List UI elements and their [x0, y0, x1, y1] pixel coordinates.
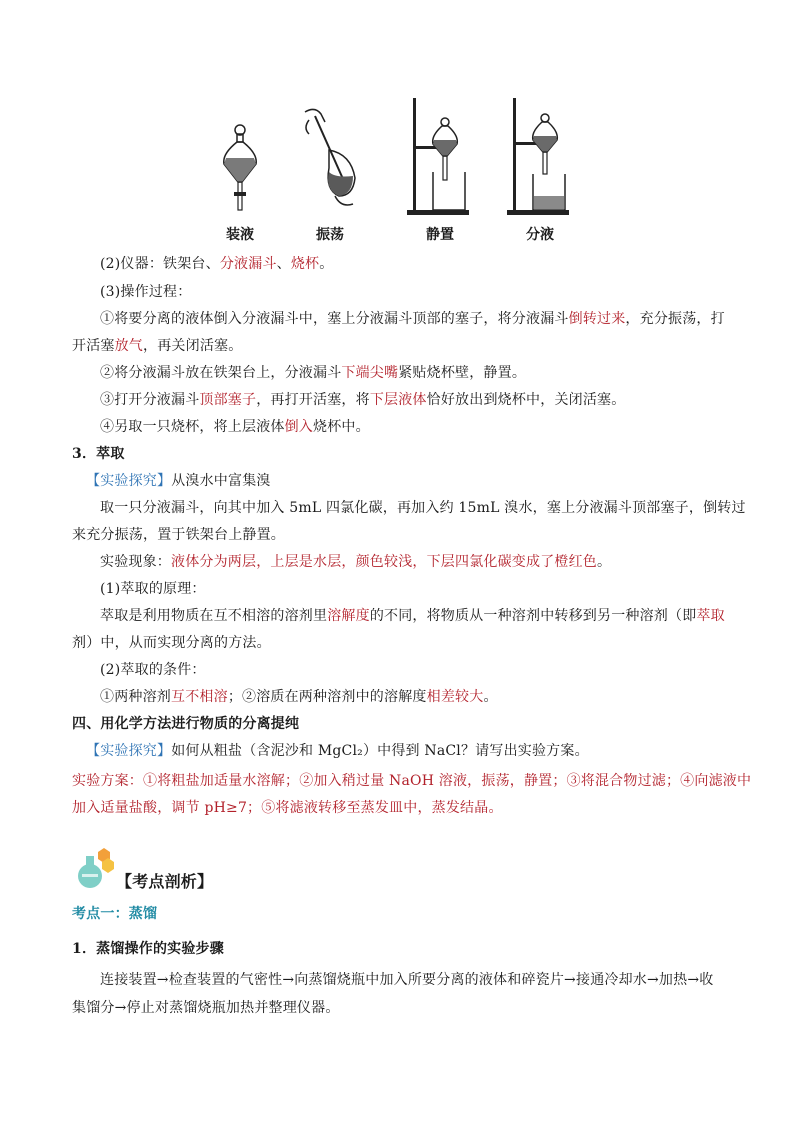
text: ②将分液漏斗放在铁架台上，分液漏斗 — [100, 365, 342, 381]
explore-tag: 【实验探究】 — [86, 743, 172, 759]
text: 。 — [483, 689, 498, 705]
process-label: (3)操作过程： — [100, 284, 192, 300]
principle-text-1 — [100, 606, 724, 626]
stand-still-icon — [405, 92, 475, 222]
figure-stand — [405, 92, 475, 243]
apparatus-text: 铁架台、 — [163, 256, 220, 272]
highlight: 下端尖嘴 — [341, 365, 399, 381]
figure-separate — [505, 92, 575, 243]
figure-shake — [295, 92, 365, 243]
principle-label: (1)萃取的原理： — [100, 581, 206, 597]
highlight: 互不相溶 — [171, 689, 228, 705]
caption-shake: 振荡 — [316, 227, 344, 243]
experiment-plan-2: 加入适量盐酸，调节 pH≥7；⑤将滤液转移至蒸发皿中，蒸发结晶。 — [72, 800, 503, 816]
separatory-funnel-icon — [210, 92, 270, 222]
principle-text-2: 剂）中，从而实现分离的方法。 — [72, 635, 271, 651]
key-point-1: 考点一：蒸馏 — [72, 906, 158, 922]
caption-separate: 分液 — [526, 227, 554, 243]
process-step-2 — [100, 363, 724, 383]
flask-icon — [72, 846, 116, 890]
shaking-hands-icon — [295, 92, 365, 222]
distillation-steps-2: 集馏分→停止对蒸馏烧瓶加热并整理仪器。 — [72, 1000, 340, 1016]
text: 紧贴烧杯壁，静置。 — [398, 365, 527, 381]
explore-text: 从溴水中富集溴 — [171, 473, 271, 489]
text: ，再关闭活塞。 — [143, 338, 243, 354]
experiment-plan-1: 实验方案：①将粗盐加适量水溶解；②加入稍过量 NaOH 溶液，振荡，静置；③将混合物过滤；④向滤液中 — [72, 773, 752, 789]
highlight: 倒入 — [284, 419, 314, 435]
highlight: 溶解度 — [327, 608, 370, 624]
condition-label: (2)萃取的条件： — [100, 662, 206, 678]
separate-liquid-icon — [505, 92, 575, 222]
text: 恰好放出到烧杯中，关闭活塞。 — [426, 392, 626, 408]
distillation-steps-1: 连接装置→检查装置的气密性→向蒸馏烧瓶中加入所要分离的液体和碎瓷片→接通冷却水→加热→收 — [100, 972, 714, 988]
process-step-1 — [100, 309, 724, 329]
chem-separation-heading: 四、用化学方法进行物质的分离提纯 — [72, 716, 300, 732]
apparatus-highlight-beaker: 烧杯 — [290, 256, 320, 272]
apparatus-line — [100, 254, 724, 274]
text: ①两种溶剂 — [100, 689, 171, 705]
extraction-explore — [86, 471, 738, 491]
text: 实验现象： — [100, 554, 171, 570]
condition-text — [100, 687, 724, 707]
text: 萃取是利用物质在互不相溶的溶剂里 — [100, 608, 328, 624]
extraction-heading: 3．萃取 — [72, 446, 125, 462]
text: ；②溶质在两种溶剂中的溶解度 — [227, 689, 427, 705]
explore-text: 如何从粗盐（含泥沙和 MgCl₂）中得到 NaCl？请写出实验方案。 — [171, 743, 589, 759]
process-step-1-cont — [72, 336, 724, 356]
figure-load-liquid — [210, 92, 270, 243]
process-step-3 — [100, 390, 724, 410]
text: 烧杯中。 — [313, 419, 370, 435]
highlight: 萃取 — [696, 608, 725, 624]
highlight: 放气 — [114, 338, 144, 354]
text: ①将要分离的液体倒入分液漏斗中，塞上分液漏斗顶部的塞子，将分液漏斗 — [100, 311, 569, 327]
extraction-phenomenon — [100, 552, 724, 572]
text: 。 — [597, 554, 612, 570]
text: 的不同，将物质从一种溶剂中转移到另一种溶剂（即 — [369, 608, 697, 624]
distillation-steps-heading: 1．蒸馏操作的实验步骤 — [72, 941, 224, 957]
text: ，充分振荡，打 — [625, 311, 725, 327]
separatory-funnel-figures — [200, 92, 580, 252]
highlight: 液体分为两层，上层是水层，颜色较浅，下层四氯化碳变成了橙红色 — [171, 554, 597, 570]
text: ③打开分液漏斗 — [100, 392, 200, 408]
apparatus-sep: 、 — [276, 256, 291, 272]
extraction-procedure-2: 来充分振荡，置于铁架台上静置。 — [72, 527, 285, 543]
apparatus-label: (2)仪器： — [100, 256, 164, 272]
highlight: 相差较大 — [426, 689, 484, 705]
highlight: 倒转过来 — [568, 311, 626, 327]
highlight: 下层液体 — [369, 392, 427, 408]
caption-load: 装液 — [226, 227, 254, 243]
text: ，再打开活塞，将 — [256, 392, 370, 408]
text: 开活塞 — [72, 338, 115, 354]
caption-stand: 静置 — [426, 227, 454, 243]
analysis-title: 【考点剖析】 — [116, 872, 214, 891]
chem-separation-explore — [86, 741, 738, 761]
extraction-procedure-1: 取一只分液漏斗，向其中加入 5mL 四氯化碳，再加入约 15mL 溴水，塞上分液漏斗顶部塞子，倒转过 — [100, 500, 746, 516]
highlight: 顶部塞子 — [199, 392, 257, 408]
apparatus-highlight-funnel: 分液漏斗 — [219, 256, 277, 272]
apparatus-end: 。 — [319, 256, 334, 272]
process-step-4 — [100, 417, 724, 437]
explore-tag: 【实验探究】 — [86, 473, 172, 489]
text: ④另取一只烧杯，将上层液体 — [100, 419, 285, 435]
